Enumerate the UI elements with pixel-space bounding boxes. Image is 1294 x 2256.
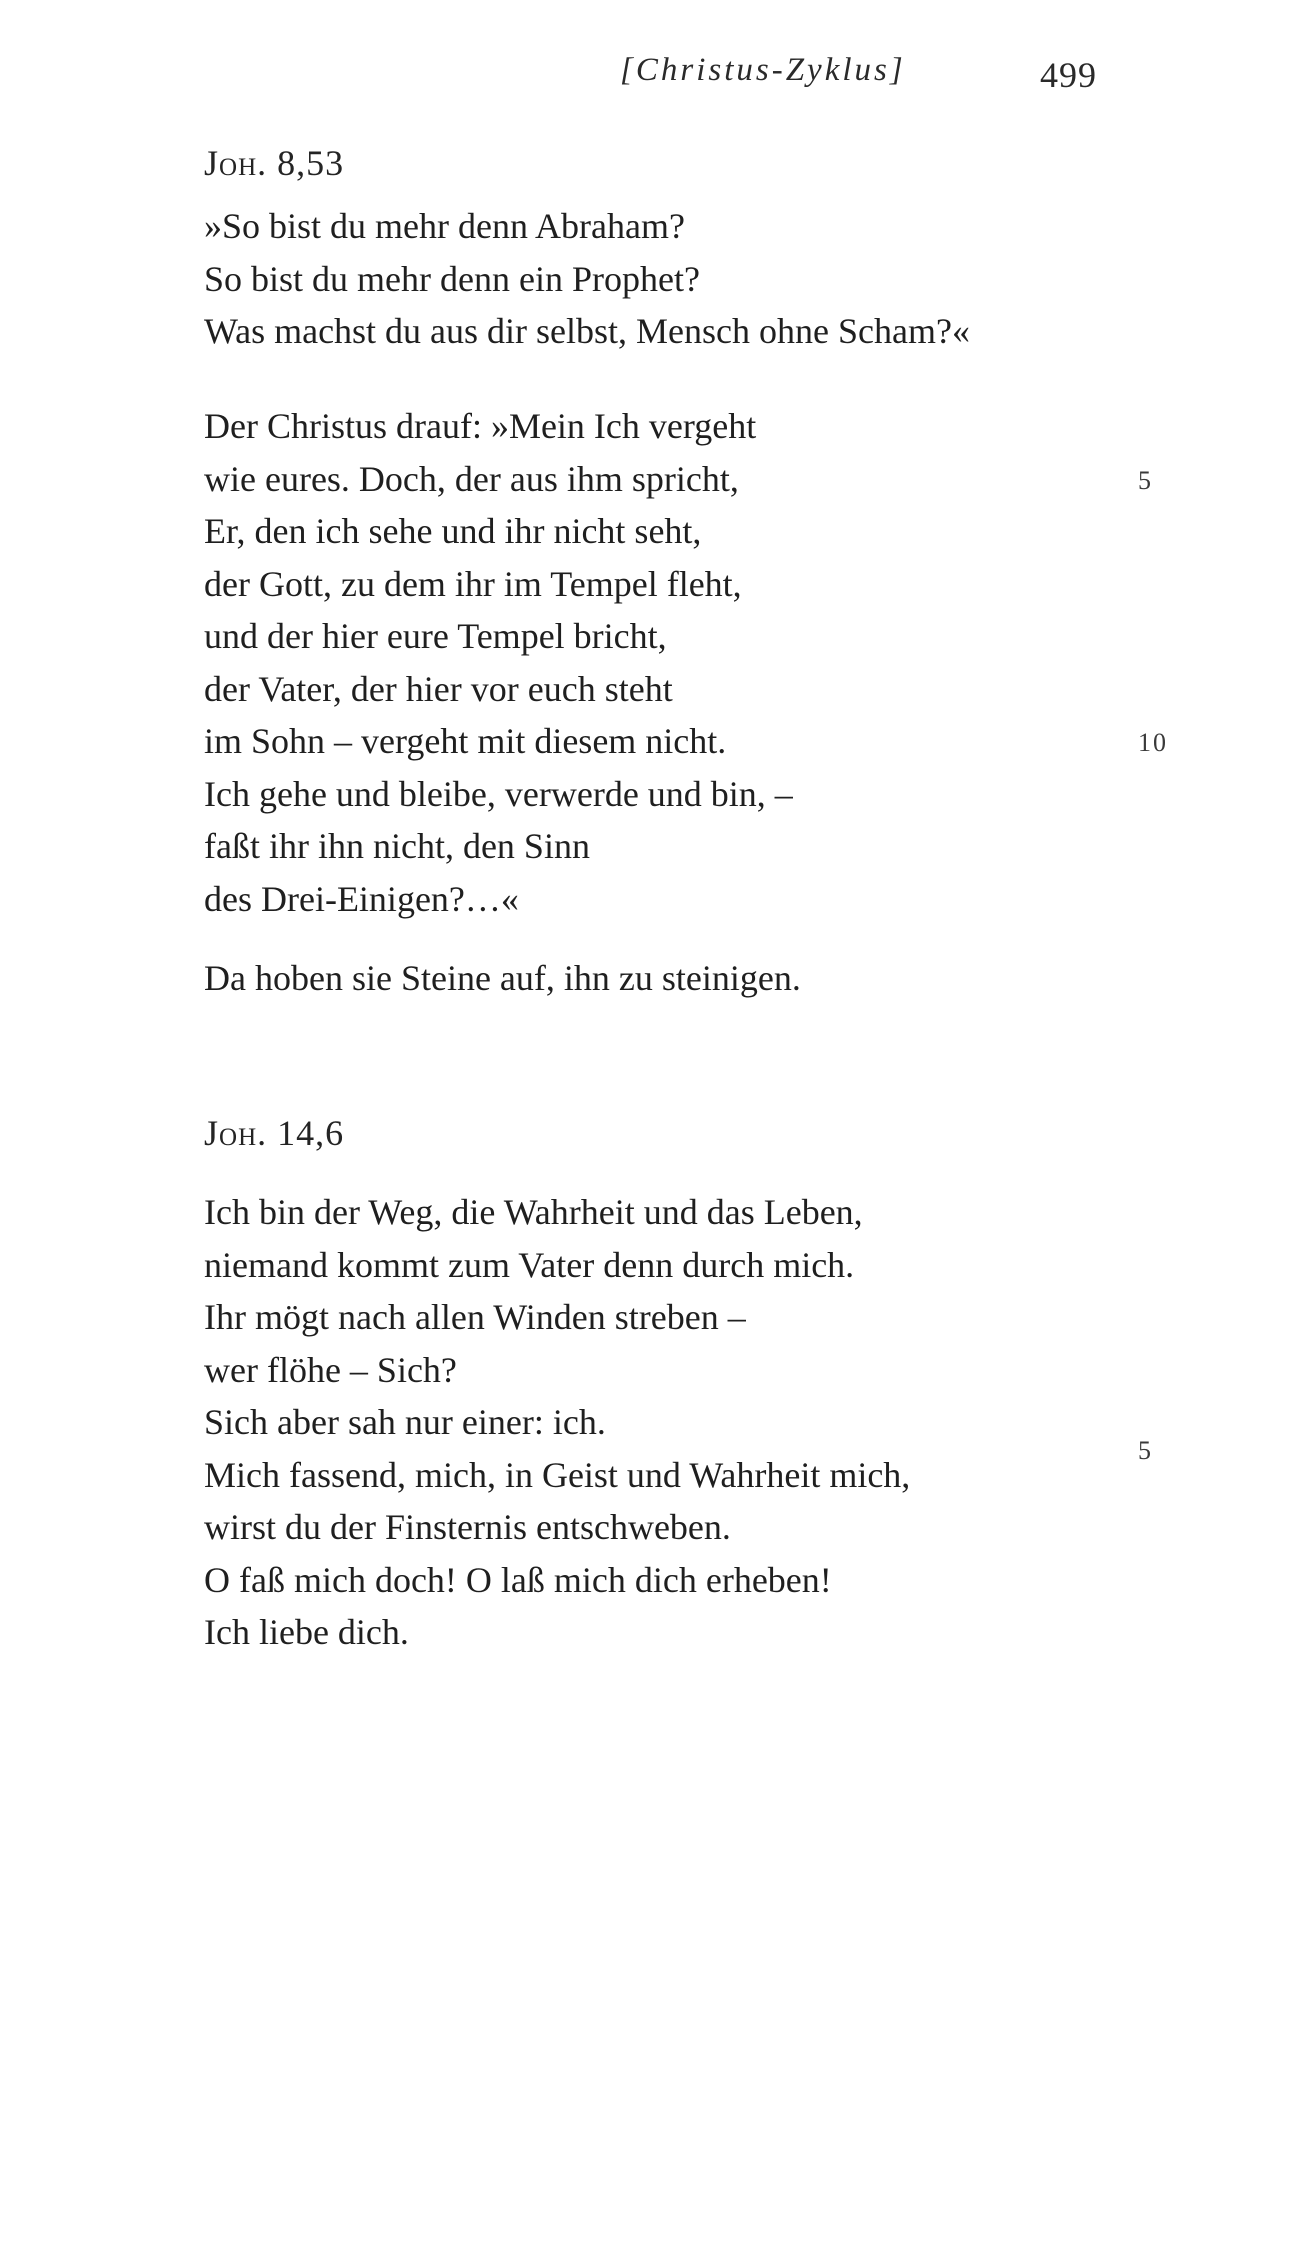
poem-title-joh-14-6: Joh. 14,6 <box>204 1113 345 1153</box>
verse-line: wer flöhe – Sich? <box>204 1349 457 1390</box>
verse-line: faßt ihr ihn nicht, den Sinn <box>204 826 590 866</box>
verse-line: Ich bin der Weg, die Wahrheit und das Leben, <box>204 1192 863 1232</box>
verse-line: wirst du der Finsternis entschweben. <box>204 1507 731 1547</box>
verse-line: Was machst du aus dir selbst, Mensch ohne Scham?« <box>204 311 970 351</box>
line-number: 5 <box>1138 1436 1153 1465</box>
stanza <box>204 200 1104 358</box>
verse-line: der Gott, zu dem ihr im Tempel fleht, <box>204 563 742 604</box>
verse-line: Mich fassend, mich, in Geist und Wahrheit mich, <box>204 1454 911 1495</box>
verse-line: Ihr mögt nach allen Winden streben – <box>204 1297 746 1337</box>
running-title: [Christus-Zyklus] <box>620 52 906 88</box>
line-number: 5 <box>1138 466 1153 495</box>
line-number: 10 <box>1138 728 1168 757</box>
verse-line: und der hier eure Tempel bricht, <box>204 616 667 656</box>
verse-line: niemand kommt zum Vater denn durch mich. <box>204 1244 855 1285</box>
poem-title-joh-8-53: Joh. 8,53 <box>204 143 345 183</box>
poem-body-joh-14-6 <box>204 1186 1104 1659</box>
page-number: 499 <box>1040 55 1097 95</box>
stanza <box>204 400 1104 925</box>
verse-line: So bist du mehr denn ein Prophet? <box>204 258 700 299</box>
verse-line: wie eures. Doch, der aus ihm spricht, <box>204 458 739 499</box>
verse-line: O faß mich doch! O laß mich dich erheben! <box>204 1559 832 1600</box>
verse-line: Da hoben sie Steine auf, ihn zu steinigen. <box>204 958 801 998</box>
verse-line: Der Christus drauf: »Mein Ich vergeht <box>204 406 757 446</box>
verse-line: Ich liebe dich. <box>204 1612 409 1652</box>
poem-body-joh-8-53 <box>204 200 1104 358</box>
verse-line: »So bist du mehr denn Abraham? <box>204 206 685 246</box>
verse-line: Sich aber sah nur einer: ich. <box>204 1402 606 1442</box>
poem-body-joh-8-53-part3 <box>204 952 1104 1005</box>
verse-line: der Vater, der hier vor euch steht <box>204 668 673 709</box>
stanza <box>204 952 1104 1005</box>
verse-line: Ich gehe und bleibe, verwerde und bin, – <box>204 773 793 814</box>
verse-line: des Drei-Einigen?…« <box>204 878 519 919</box>
verse-line: Er, den ich sehe und ihr nicht seht, <box>204 511 702 551</box>
verse-line: im Sohn – vergeht mit diesem nicht. <box>204 721 727 761</box>
poem-body-joh-8-53-part2 <box>204 400 1104 925</box>
stanza <box>204 1186 1104 1659</box>
